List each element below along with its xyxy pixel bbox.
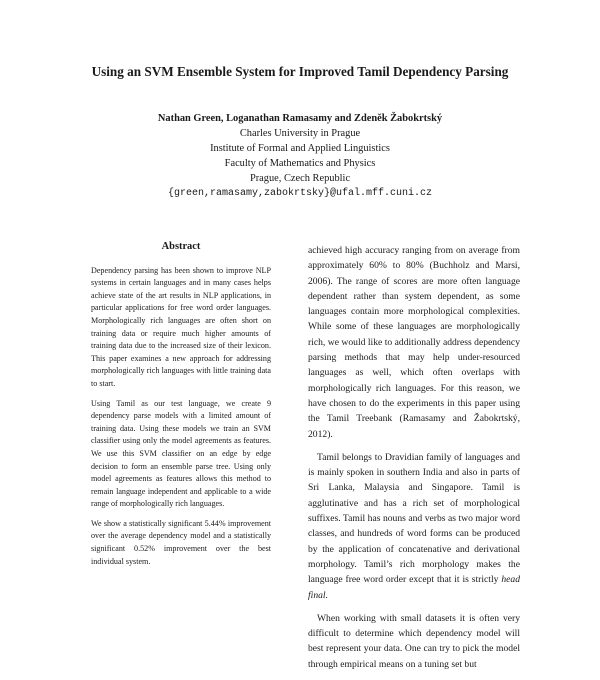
affiliation-location: Prague, Czech Republic	[249, 173, 351, 184]
author-email: {green,ramasamy,zabokrtsky}@ufal.mff.cuni.cz	[167, 188, 433, 199]
body-paragraph	[308, 450, 520, 603]
author-names: Nathan Green, Loganathan Ramasamy and Zdeněk Žabokrtský	[157, 113, 443, 124]
body-paragraph: When working with small datasets it is often very difficult to determine which dependency model will best represent your data. One can try to pick the model through empirical means on a tuning set but	[308, 612, 520, 670]
abstract-paragraph: Using Tamil as our test language, we create 9 dependency parse models with a limited amount of training data. Using these models we train an SVM classifier using only the model agreements as features. We use this SVM classifier on an edge by edge decision to form an ensemble parse tree. Using only model agreements as features allows this method to remain language independent and applicable to a wide range of morphologically rich languages.	[91, 398, 271, 509]
emphasis-text: head final.	[308, 574, 520, 601]
body-paragraph: achieved high accuracy ranging from on average from approximately 60% to 80% (Buchholz and Marsi, 2006). The range of scores are more often language dependent rather than system dependent, as some languages contain more morphological complexities. While some of these languages are morphologically rich, we would like to additionally address dependency parsing methods that may help under-resourced languages as well, which often overlaps with morphologically rich languages. For this reason, we have chosen to do the experiments in this paper using the Tamil Treebank (Ramasamy and Žabokrtský, 2012).	[308, 245, 520, 440]
affiliation-university: Charles University in Prague	[239, 128, 361, 139]
abstract-column	[91, 241, 271, 575]
affiliation-institute: Institute of Formal and Applied Linguistics	[210, 143, 390, 154]
abstract-paragraph: We show a statistically significant 5.44% improvement over the average dependency model and a statistically significant 0.52% improvement over the best individual system.	[91, 518, 271, 566]
body-column	[308, 243, 520, 680]
affiliation-faculty: Faculty of Mathematics and Physics	[224, 158, 376, 169]
paper-title: Using an SVM Ensemble System for Improved Tamil Dependency Parsing	[91, 64, 509, 79]
abstract-heading: Abstract	[161, 241, 201, 252]
author-block	[0, 111, 600, 201]
body-paragraph-text: Tamil belongs to Dravidian family of languages and is mainly spoken in southern India and also in parts of Sri Lanka, Malaysia and Singapore. Tamil is agglutinative and has a rich set of morphological suffixes. Tamil has nouns and verbs as two major word classes, and hundreds of word forms can be produced by the application of concatenative and derivational morphology. Tamil’s rich morphology makes the language free word order except that it is strictly	[308, 451, 520, 586]
abstract-paragraph: Dependency parsing has been shown to improve NLP systems in certain languages and in many cases helps achieve state of the art results in NLP applications, in particular applications for free word order languages. Morphologically rich languages are often short on training data or require much higher amounts of training data due to the increased size of their lexicon. This paper examines a new approach for addressing morphologically rich languages with little training data to start.	[91, 265, 271, 388]
